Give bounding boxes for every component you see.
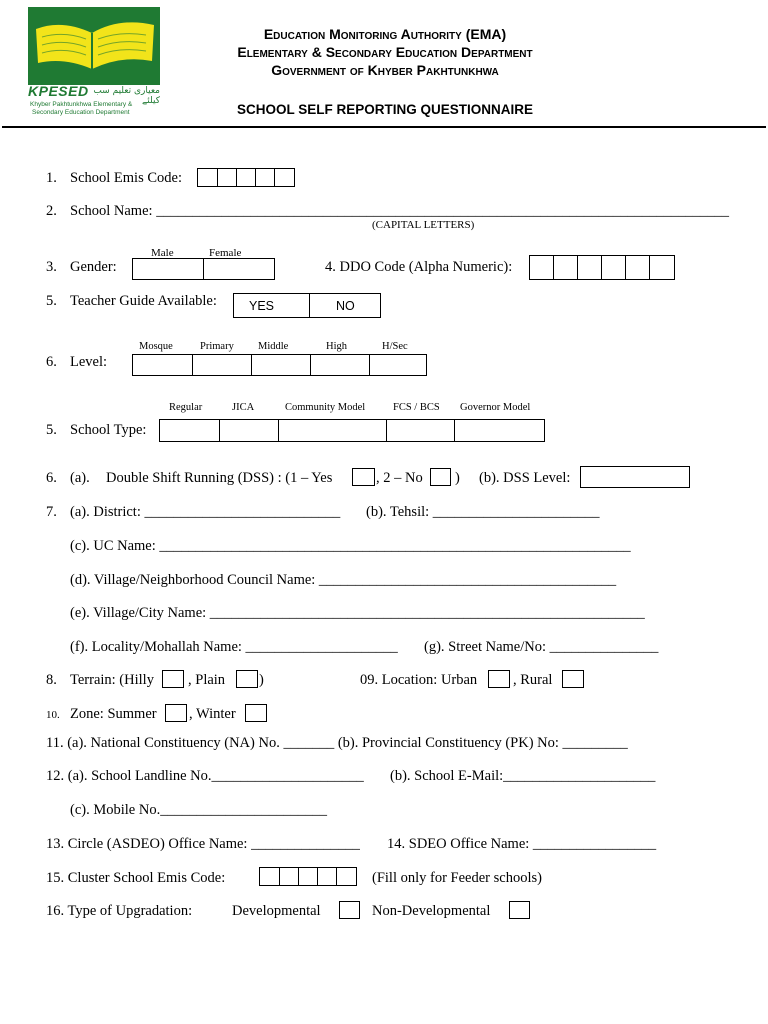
q1-label: School Emis Code: [70, 170, 182, 186]
level-hsec-label: H/Sec [382, 341, 408, 352]
school-name-field[interactable] [70, 203, 729, 220]
zone-summer-checkbox[interactable] [165, 704, 187, 722]
gender-male-box[interactable] [133, 259, 204, 279]
q10-number: 10. [46, 709, 60, 721]
sdeo-office-field[interactable]: 14. SDEO Office Name: _________________ [387, 836, 657, 852]
district-field[interactable]: (a). District: ___________________________ [70, 504, 341, 520]
level-boxes [132, 354, 427, 376]
form-title: SCHOOL SELF REPORTING QUESTIONNAIRE [236, 102, 534, 117]
location-rural-checkbox[interactable] [562, 670, 584, 688]
level-middle-box[interactable] [252, 355, 311, 375]
q3-label: Gender: [70, 259, 117, 275]
header-department: Elementary & Secondary Education Department [237, 44, 533, 60]
school-type-boxes [159, 419, 545, 442]
type-governor-box[interactable] [455, 420, 544, 441]
terrain-close-paren: ) [259, 672, 264, 688]
level-primary-box[interactable] [193, 355, 252, 375]
type-jica-box[interactable] [220, 420, 279, 441]
non-developmental-label: Non-Developmental [372, 903, 491, 919]
q8-number: 8. [46, 672, 57, 688]
location-rural-label: , Rural [513, 672, 553, 688]
cluster-emis-label: 15. Cluster School Emis Code: [46, 870, 226, 886]
type-regular-label: Regular [169, 402, 203, 413]
type-jica-label: JICA [232, 402, 255, 413]
village-council-field[interactable]: (d). Village/Neighborhood Council Name: _________________________________________ [70, 572, 617, 588]
teacher-guide-yes[interactable]: YES [234, 294, 310, 317]
logo-subtitle-1: Khyber Pakhtunkhwa Elementary & [30, 101, 133, 108]
tehsil-field[interactable]: (b). Tehsil: _______________________ [366, 504, 600, 520]
header-government: Government of Khyber Pakhtunkhwa [271, 62, 499, 78]
q5a-number: 5. [46, 293, 57, 309]
dss-no-checkbox[interactable] [430, 468, 451, 486]
q6a-number: 6. [46, 354, 57, 370]
developmental-label: Developmental [232, 903, 321, 919]
level-mosque-label: Mosque [139, 341, 173, 352]
gender-female-box[interactable] [204, 259, 274, 279]
q6b-a: (a). [70, 470, 90, 486]
q7-number: 7. [46, 504, 57, 520]
q5b-number: 5. [46, 422, 57, 438]
school-name-line[interactable]: _______________________________________________________________________________ [156, 203, 729, 219]
level-mosque-box[interactable] [133, 355, 193, 375]
type-community-label: Community Model [285, 402, 366, 413]
zone-label: Zone: Summer [70, 706, 157, 722]
q6a-label: Level: [70, 354, 108, 370]
q1-number: 1. [46, 170, 57, 186]
dss-yes-checkbox[interactable] [352, 468, 375, 486]
locality-field[interactable]: (f). Locality/Mohallah Name: _____________________ [70, 639, 398, 655]
type-fcs-bcs-label: FCS / BCS [393, 402, 440, 413]
street-field[interactable]: (g). Street Name/No: _______________ [424, 639, 659, 655]
teacher-guide-options [233, 293, 381, 318]
type-regular-box[interactable] [160, 420, 220, 441]
q5b-label: School Type: [70, 422, 147, 438]
q3-number: 3. [46, 259, 57, 275]
terrain-label: Terrain: (Hilly [70, 672, 154, 688]
uc-name-field[interactable]: (c). UC Name: _________________________________________________________________ [70, 538, 631, 554]
q4-label: 4. DDO Code (Alpha Numeric): [325, 259, 513, 275]
school-emis-code-input[interactable] [197, 168, 295, 187]
developmental-checkbox[interactable] [339, 901, 360, 919]
dss-level-input[interactable] [580, 466, 690, 488]
level-hsec-box[interactable] [370, 355, 426, 375]
header-divider [2, 126, 766, 128]
type-governor-label: Governor Model [460, 402, 531, 413]
non-developmental-checkbox[interactable] [509, 901, 530, 919]
dss-close-paren: ) [455, 470, 460, 486]
terrain-plain-label: , Plain [188, 672, 226, 688]
mobile-field[interactable]: (c). Mobile No._______________________ [70, 802, 327, 818]
gender-female-label: Female [209, 247, 242, 259]
zone-winter-label: , Winter [189, 706, 236, 722]
type-community-box[interactable] [279, 420, 387, 441]
ddo-code-input[interactable] [529, 255, 675, 280]
q2-label: School Name: [70, 203, 157, 219]
dss-no-label: , 2 – No [376, 470, 423, 486]
level-high-label: High [326, 341, 347, 352]
terrain-plain-checkbox[interactable] [236, 670, 258, 688]
gender-male-label: Male [151, 247, 174, 259]
q2-number: 2. [46, 203, 57, 219]
upgradation-label: 16. Type of Upgradation: [46, 903, 193, 919]
terrain-hilly-checkbox[interactable] [162, 670, 184, 688]
dss-label: Double Shift Running (DSS) : (1 – Yes [106, 470, 333, 486]
level-primary-label: Primary [200, 341, 234, 352]
village-city-field[interactable]: (e). Village/City Name: ____________________________________________________________ [70, 605, 645, 621]
location-urban-checkbox[interactable] [488, 670, 510, 688]
zone-winter-checkbox[interactable] [245, 704, 267, 722]
logo-acronym: KPESED [28, 83, 89, 99]
type-fcs-bcs-box[interactable] [387, 420, 455, 441]
gender-boxes [132, 258, 275, 280]
level-middle-label: Middle [258, 341, 289, 352]
logo-urdu-tagline: معیاری تعلیم سب کیلئے [93, 86, 160, 106]
feeder-schools-note: (Fill only for Feeder schools) [372, 870, 542, 886]
constituency-fields[interactable]: 11. (a). National Constituency (NA) No. _______ (b). Provincial Constituency (PK) No: _________ [46, 735, 628, 751]
email-field[interactable]: (b). School E-Mail:_____________________ [390, 768, 656, 784]
location-label: 09. Location: Urban [360, 672, 478, 688]
landline-field[interactable]: 12. (a). School Landline No._____________________ [46, 768, 364, 784]
kpesed-logo [28, 7, 160, 117]
cluster-emis-code-input[interactable] [259, 867, 357, 886]
logo-subtitle-2: Secondary Education Department [32, 109, 130, 116]
level-high-box[interactable] [311, 355, 370, 375]
dss-level-label: (b). DSS Level: [479, 470, 571, 486]
teacher-guide-no[interactable]: NO [336, 298, 355, 313]
asdeo-office-field[interactable]: 13. Circle (ASDEO) Office Name: _______________ [46, 836, 360, 852]
q5a-label: Teacher Guide Available: [70, 293, 217, 309]
q6b-number: 6. [46, 470, 57, 486]
header-authority: Education Monitoring Authority (EMA) [263, 26, 507, 42]
capital-letters-note: (CAPITAL LETTERS) [372, 219, 475, 231]
